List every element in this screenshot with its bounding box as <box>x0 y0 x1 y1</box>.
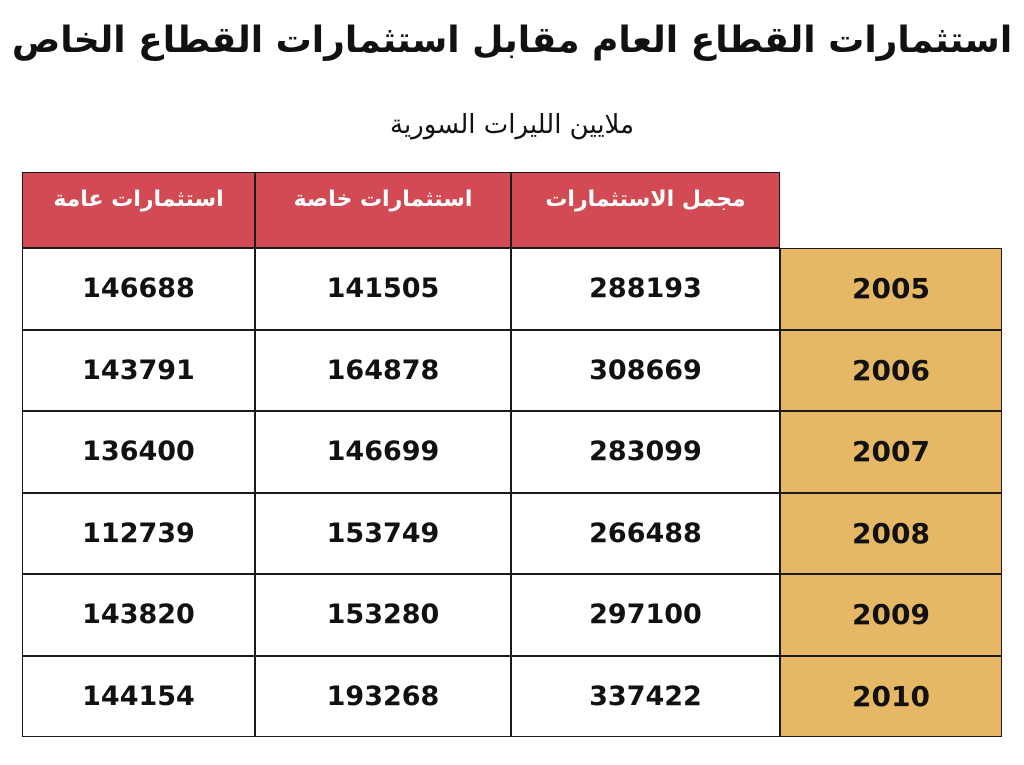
total-value-cell: 283099 <box>511 411 780 493</box>
year-cell: 2005 <box>780 248 1002 330</box>
total-value-cell: 297100 <box>511 574 780 656</box>
public-value-cell: 143791 <box>22 330 255 412</box>
private-value-cell: 193268 <box>255 656 511 738</box>
chart-subtitle: ملايين الليرات السورية <box>390 110 634 140</box>
total-value-cell: 308669 <box>511 330 780 412</box>
total-value-cell: 337422 <box>511 656 780 738</box>
header-private: استثمارات خاصة <box>255 172 511 248</box>
total-value-cell: 266488 <box>511 493 780 575</box>
private-value-cell: 153280 <box>255 574 511 656</box>
total-value-cell: 288193 <box>511 248 780 330</box>
year-cell: 2010 <box>780 656 1002 738</box>
public-value-cell: 112739 <box>22 493 255 575</box>
private-value-cell: 146699 <box>255 411 511 493</box>
private-value-cell: 164878 <box>255 330 511 412</box>
public-value-cell: 146688 <box>22 248 255 330</box>
private-value-cell: 141505 <box>255 248 511 330</box>
public-value-cell: 144154 <box>22 656 255 738</box>
year-cell: 2008 <box>780 493 1002 575</box>
public-value-cell: 136400 <box>22 411 255 493</box>
header-total: مجمل الاستثمارات <box>511 172 780 248</box>
private-value-cell: 153749 <box>255 493 511 575</box>
year-cell: 2007 <box>780 411 1002 493</box>
year-cell: 2009 <box>780 574 1002 656</box>
header-public: استثمارات عامة <box>22 172 255 248</box>
year-cell: 2006 <box>780 330 1002 412</box>
public-value-cell: 143820 <box>22 574 255 656</box>
chart-title: استثمارات القطاع العام مقابل استثمارات القطاع الخاص <box>11 20 1013 61</box>
